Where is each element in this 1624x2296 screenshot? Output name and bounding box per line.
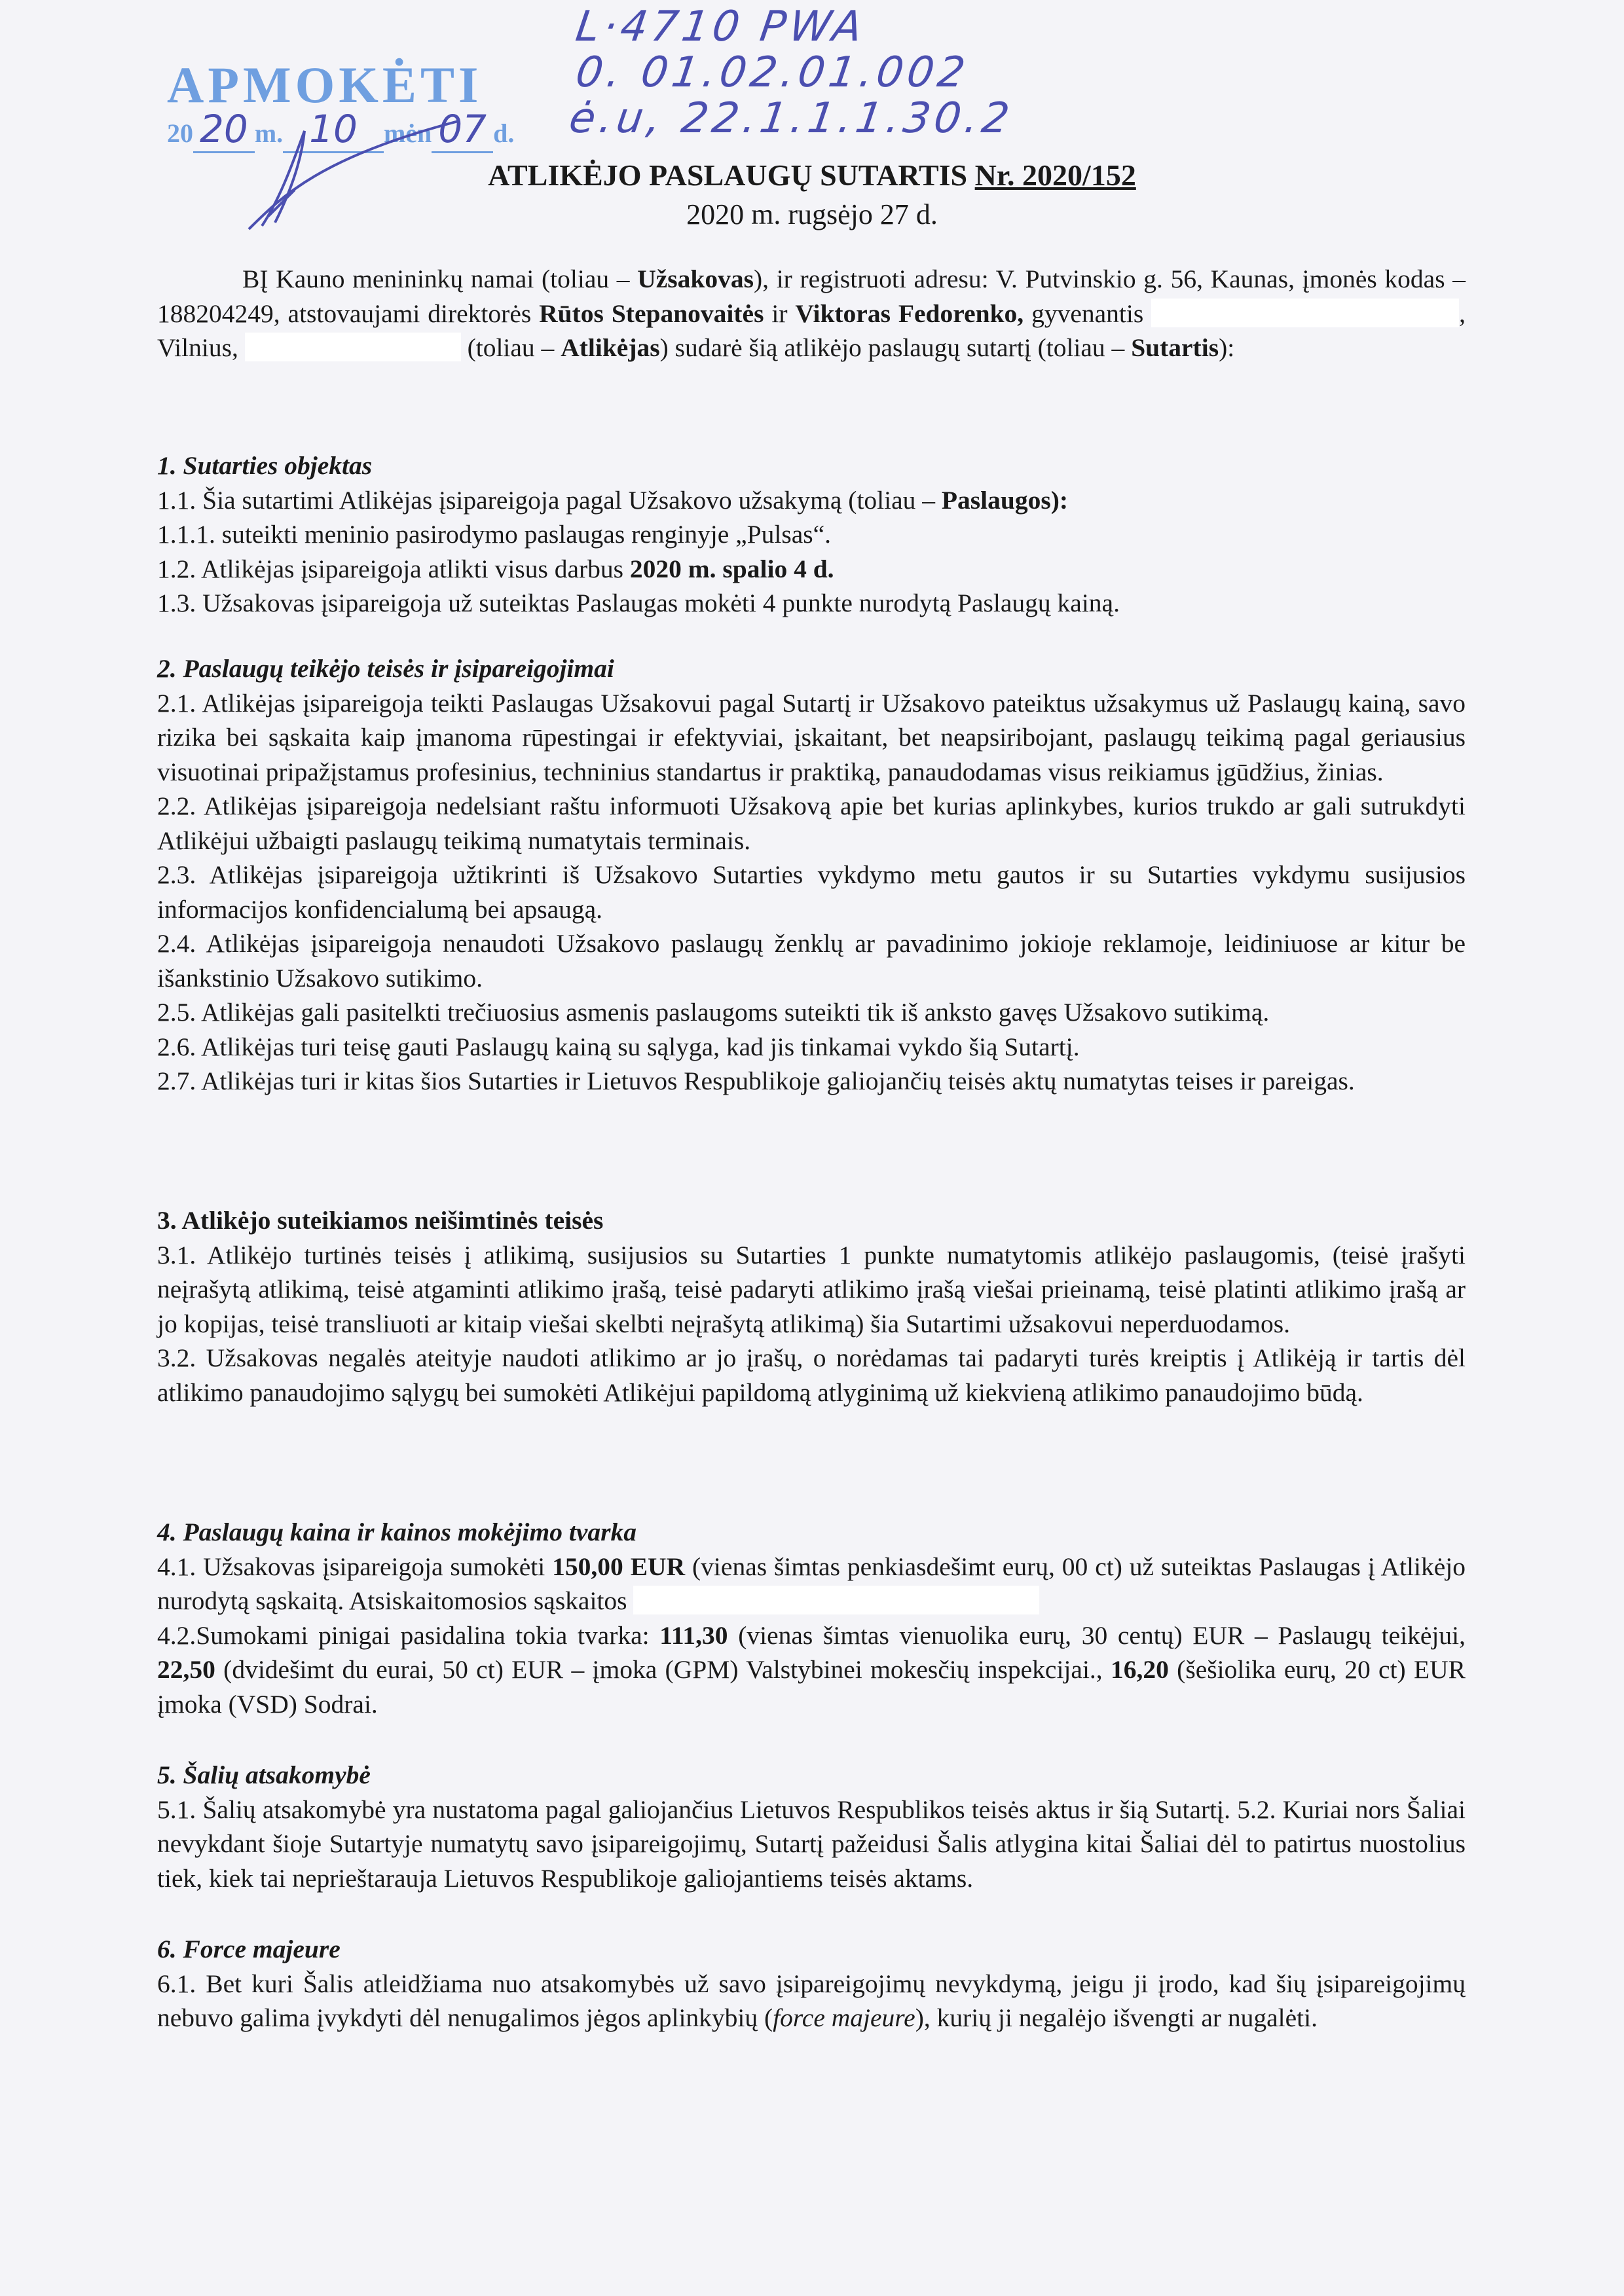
stamp-day: 07	[432, 107, 493, 153]
clause-text: 2.3. Atlikėjas įsipareigoja užtikrinti iš Užsakovo Sutarties vykdymo metu gautos ir su Sutarties vykdymu susijusios informacijos konfidencialumą bei apsaugą.	[157, 860, 1466, 924]
contract-title	[0, 157, 1624, 194]
clause-text: (šešiolika eurų, 20 ct) EUR įmoka (VSD) Sodrai.	[157, 1655, 1466, 1719]
section-heading: 5. Šalių atsakomybė	[157, 1760, 371, 1789]
redacted-field	[633, 1586, 1039, 1614]
section-heading: 4. Paslaugų kaina ir kainos mokėjimo tvarka	[157, 1518, 637, 1546]
intro-text: ):	[1219, 333, 1235, 362]
section-5	[157, 1758, 1466, 1895]
stamp-month: 10	[283, 107, 384, 153]
clause-text: 2.6. Atlikėjas turi teisę gauti Paslaugų kainą su sąlyga, kad jis tinkamai vykdo šią Sutartį.	[157, 1032, 1080, 1061]
redacted-field	[245, 333, 461, 361]
contract-number: Nr. 2020/152	[974, 158, 1136, 192]
clause-text: (vienas šimtas penkiasdešimt eurų, 00 ct) už suteiktas Paslaugas į Atlikėjo nurodytą sąskaitą. Atsiskaitomosios sąskaitos	[157, 1552, 1466, 1615]
clause-text: 2.1. Atlikėjas įsipareigoja teikti Paslaugas Užsakovui pagal Sutartį ir Užsakovo pateiktus užsakymus už Paslaugų kainą, savo rizika bei sąskaita kaip įmanoma rūpestingai ir efektyviai, įskaitant, bet neapsiribojant, paslaugų teikimą pagal geriausius visuotinai pripažįstamus profesinius, techninius standartus ir praktiką, panaudodamas visus reikiamus įgūdžius, žinias.	[157, 688, 1466, 786]
payment-stamp-title: APMOKĖTI	[167, 56, 483, 113]
clause-text: 1.1. Šia sutartimi Atlikėjas įsipareigoja pagal Užsakovo užsakymą (toliau –	[157, 485, 942, 515]
section-heading: 6. Force majeure	[157, 1935, 341, 1963]
clause-paragraph	[157, 858, 1466, 926]
section-1	[157, 448, 1466, 621]
clause-paragraph	[157, 789, 1466, 858]
intro-text: Viktoras Fedorenko,	[795, 299, 1024, 328]
section-2	[157, 651, 1466, 1099]
stamp-year: 20	[193, 107, 255, 153]
clause-paragraph	[157, 1793, 1466, 1896]
redacted-field	[1151, 299, 1459, 327]
section-4	[157, 1515, 1466, 1721]
clause-text: 150,00 EUR	[552, 1552, 686, 1581]
intro-text: Sutartis	[1131, 333, 1219, 362]
intro-text: (toliau –	[460, 333, 561, 362]
clause-text: 1.3. Užsakovas įsipareigoja už suteiktas Paslaugas mokėti 4 punkte nurodytą Paslaugų kainą.	[157, 589, 1120, 617]
clause-text: 2020 m. spalio 4 d.	[629, 554, 834, 583]
clause-text: 3.1. Atlikėjo turtinės teisės į atlikimą, susijusios su Sutarties 1 punkte numatytomis atlikėjo paslaugomis, (teisė įrašyti neįrašytą atlikimą, teisė atgaminti atlikimo įrašą, teisė padaryti atlikimo įrašą viešai prieinamą, teisė platinti atlikimo įrašą ar jo kopijas, teisė transliuoti ar kitaip viešai skelbti neįrašytą atlikimą) šia Sutartimi užsakovui neperduodamos.	[157, 1240, 1466, 1338]
clause-text: 111,30	[659, 1620, 728, 1650]
clause-paragraph	[157, 1550, 1466, 1618]
intro-text: BĮ Kauno menininkų namai (toliau –	[242, 264, 638, 293]
clause-text: 2.2. Atlikėjas įsipareigoja nedelsiant raštu informuoti Užsakovą apie bet kurias aplinkybes, kurios trukdo ar gali sutrukdyti Atlikėjui užbaigti paslaugų teikimą numatytais terminais.	[157, 792, 1466, 855]
clause-text: 1.2. Atlikėjas įsipareigoja atlikti visus darbus	[157, 554, 630, 583]
clause-text: 6.1. Bet kuri Šalis atleidžiama nuo atsakomybės už savo įsipareigojimų nevykdymą, jeigu ji įrodo, kad šių įsipareigojimų nebuvo galima įvykdyti dėl nenugalimos jėgos aplinkybių (	[157, 1969, 1466, 2032]
clause-paragraph	[157, 1064, 1466, 1099]
stamp-year-prefix: 20	[167, 118, 193, 148]
clause-text: 4.1. Užsakovas įsipareigoja sumokėti	[157, 1552, 553, 1581]
handwritten-note-1: L·4710 PWA	[572, 3, 869, 51]
section-heading: 3. Atlikėjo suteikiamos neišimtinės teisės	[157, 1206, 604, 1235]
clause-text: 16,20	[1110, 1655, 1169, 1684]
clause-paragraph	[157, 1030, 1466, 1065]
section-heading: 2. Paslaugų teikėjo teisės ir įsipareigojimai	[157, 654, 614, 683]
stamp-d-label: d.	[493, 118, 515, 148]
title-text: ATLIKĖJO PASLAUGŲ SUTARTIS	[488, 158, 975, 192]
clause-text: ), kurių ji negalėjo išvengti ar nugalėti.	[915, 2003, 1318, 2032]
contract-date: 2020 m. rugsėjo 27 d.	[686, 198, 938, 230]
handwritten-note-3: ė.u, 22.1.1.1.30.2	[566, 94, 1016, 143]
stamp-m-label: m.	[254, 118, 284, 148]
clause-paragraph	[157, 1618, 1466, 1722]
intro-paragraph	[157, 262, 1466, 365]
clause-paragraph	[157, 1341, 1466, 1410]
section-3	[157, 1203, 1466, 1410]
clause-text: Paslaugos):	[941, 485, 1069, 515]
clause-text: 4.2.Sumokami pinigai pasidalina tokia tvarka:	[157, 1620, 660, 1650]
clause-paragraph	[157, 586, 1466, 621]
intro-text: Atlikėjas	[561, 333, 660, 362]
clause-paragraph	[157, 1967, 1466, 2035]
clause-paragraph	[157, 1238, 1466, 1341]
intro-text: ), ir registruoti adresu: V. Putvinskio g. 56, Kaunas, įmonės kodas – 188204249, atstovaujami direktorės	[157, 264, 1466, 328]
clause-text: 22,50	[157, 1655, 215, 1684]
clause-text: 2.5. Atlikėjas gali pasitelkti trečiuosius asmenis paslaugoms suteikti tik iš anksto gavęs Užsakovo sutikimą.	[157, 998, 1270, 1027]
clause-text: 2.4. Atlikėjas įsipareigoja nenaudoti Užsakovo paslaugų ženklų ar pavadinimo jokioje reklamoje, leidiniuose ar kitur be išankstinio Užsakovo sutikimo.	[157, 929, 1466, 993]
clause-paragraph	[157, 517, 1466, 552]
clause-paragraph	[157, 552, 1466, 587]
clause-text: 5.1. Šalių atsakomybė yra nustatoma pagal galiojančius Lietuvos Respublikos teisės aktus ir šią Sutartį. 5.2. Kuriai nors Šaliai nevykdant šioje Sutartyje numatytų savo įsipareigojimų, Sutartį pažeidusi Šalis atlygina kitai Šaliai dėl to patirtus nuostolius tiek, kiek tai neprieštarauja Lietuvos Respublikoje galiojantiems teisės aktams.	[157, 1795, 1466, 1893]
intro-text: ir	[764, 299, 796, 328]
clause-text: 2.7. Atlikėjas turi ir kitas šios Sutarties ir Lietuvos Respublikoje galiojančių teisės aktų numatytas teises ir pareigas.	[157, 1066, 1355, 1095]
clause-text: force majeure	[773, 2003, 915, 2032]
clause-paragraph	[157, 995, 1466, 1030]
clause-text: 1.1.1. suteikti meninio pasirodymo paslaugas renginyje „Pulsas“.	[157, 520, 832, 549]
clause-text: 3.2. Užsakovas negalės ateityje naudoti atlikimo ar jo įrašų, o norėdamas tai padaryti turės kreiptis į Atlikėją ir tartis dėl atlikimo panaudojimo sąlygų bei sumokėti Atlikėjui papildomą atlyginimą už kiekvieną atlikimo panaudojimo būdą.	[157, 1343, 1466, 1407]
clause-paragraph	[157, 483, 1466, 518]
intro-text: ) sudarė šią atlikėjo paslaugų sutartį (toliau –	[659, 333, 1132, 362]
intro-text: , Vilnius,	[157, 299, 1466, 362]
section-heading: 1. Sutarties objektas	[157, 451, 373, 480]
intro-text: Užsakovas	[637, 264, 754, 293]
clause-text: (dvidešimt du eurai, 50 ct) EUR – įmoka (GPM) Valstybinei mokesčių inspekcijai.,	[215, 1655, 1111, 1684]
intro-text: gyvenantis	[1024, 299, 1152, 328]
clause-paragraph	[157, 926, 1466, 995]
clause-paragraph	[157, 686, 1466, 790]
stamp-men-label: mėn	[383, 118, 432, 148]
section-6	[157, 1932, 1466, 2035]
clause-text: (vienas šimtas vienuolika eurų, 30 centų) EUR – Paslaugų teikėjui,	[728, 1620, 1466, 1650]
intro-text: Rūtos Stepanovaitės	[539, 299, 764, 328]
handwritten-note-2: 0. 01.02.01.002	[572, 48, 972, 97]
